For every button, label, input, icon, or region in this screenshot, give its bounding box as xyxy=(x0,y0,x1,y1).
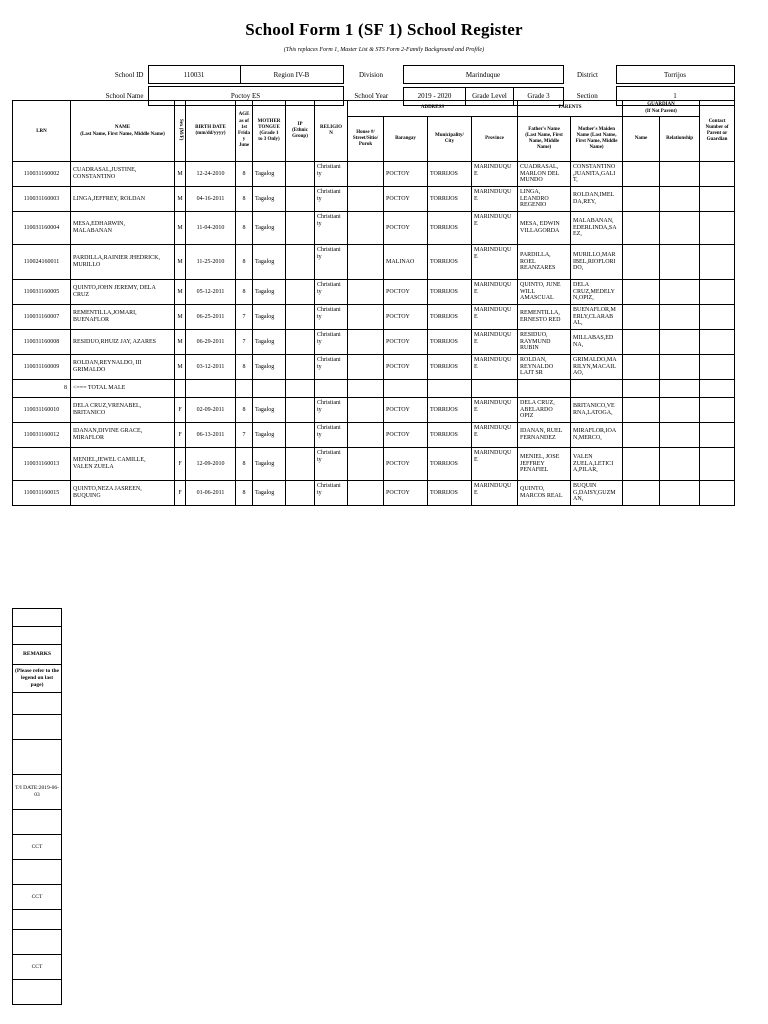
total-male-count: 8 xyxy=(13,380,71,398)
student-father: REMENTILLA, ERNESTO RED xyxy=(518,305,571,330)
student-birth-date: 12-24-2010 xyxy=(186,162,236,187)
student-municipality: TORRIJOS xyxy=(428,187,472,212)
student-lrn: 110031160004 xyxy=(13,212,71,245)
student-sex: M xyxy=(175,280,186,305)
student-province: MARINDUQU E xyxy=(472,481,518,506)
student-sex: M xyxy=(175,330,186,355)
student-father: MESA, EDWIN VILLAGORDA xyxy=(518,212,571,245)
student-lrn: 110031160002 xyxy=(13,162,71,187)
student-birth-date: 01-06-2011 xyxy=(186,481,236,506)
school-name-value: Poctoy ES xyxy=(148,87,343,106)
student-name: RESIDUO,RHUIZ JAY, AZARES xyxy=(71,330,175,355)
student-sex: M xyxy=(175,212,186,245)
student-birth-date: 06-29-2011 xyxy=(186,330,236,355)
student-age: 8 xyxy=(236,448,253,481)
student-guardian-name xyxy=(623,398,660,423)
student-relationship xyxy=(660,481,700,506)
student-age: 8 xyxy=(236,162,253,187)
student-house xyxy=(348,187,384,212)
student-row xyxy=(13,162,735,187)
student-barangay: POCTOY xyxy=(384,162,428,187)
student-mother: MALABANAN, EDERLINDA,SA EZ, xyxy=(571,212,623,245)
student-ip xyxy=(286,423,315,448)
student-father: DELA CRUZ, ABELARDO OPIZ xyxy=(518,398,571,423)
student-guardian-name xyxy=(623,330,660,355)
student-lrn: 110031160015 xyxy=(13,481,71,506)
student-municipality: TORRIJOS xyxy=(428,481,472,506)
student-barangay: POCTOY xyxy=(384,212,428,245)
student-sex: F xyxy=(175,398,186,423)
header-ip: IP (Ethnic Group) xyxy=(286,101,315,162)
region-value: Region IV-B xyxy=(240,66,343,84)
header-guardian-name: Name xyxy=(623,117,660,162)
student-lrn: 110031160012 xyxy=(13,423,71,448)
student-municipality: TORRIJOS xyxy=(428,398,472,423)
student-age: 8 xyxy=(236,355,253,380)
student-contact xyxy=(700,398,735,423)
student-mother-tongue: Tagalog xyxy=(253,398,286,423)
student-lrn: 110031160007 xyxy=(13,305,71,330)
student-mother-tongue: Tagalog xyxy=(253,305,286,330)
student-mother: MILLABAS,ED NA, xyxy=(571,330,623,355)
student-relationship xyxy=(660,245,700,280)
division-label: Division xyxy=(358,70,384,79)
student-birth-date: 05-12-2011 xyxy=(186,280,236,305)
student-row xyxy=(13,187,735,212)
student-mother: BUENAFLOR,M ERLY,CLARAB AL, xyxy=(571,305,623,330)
student-contact xyxy=(700,330,735,355)
header-father: Father's Name (Last Name, First Name, Middle Name) xyxy=(518,117,571,162)
student-name: PARDILLA,RAINIER JHEDRICK, MURILLO xyxy=(71,245,175,280)
student-lrn: 110031160005 xyxy=(13,280,71,305)
student-house xyxy=(348,330,384,355)
student-birth-date: 06-25-2011 xyxy=(186,305,236,330)
student-mother-tongue: Tagalog xyxy=(253,212,286,245)
student-contact xyxy=(700,187,735,212)
header-address: ADDRESS xyxy=(348,101,518,117)
student-contact xyxy=(700,162,735,187)
remarks-entry: T/I DATE:2019-06-03 xyxy=(13,775,62,810)
student-house xyxy=(348,398,384,423)
student-age: 8 xyxy=(236,481,253,506)
header-house: House #/ Street/Sitio/ Purok xyxy=(348,117,384,162)
register-table xyxy=(12,100,735,506)
header-guardian: GUARDIAN (If Not Parent) xyxy=(623,101,700,117)
student-name: CUADRASAL,JUSTINE, CONSTANTINO xyxy=(71,162,175,187)
district-label: District xyxy=(577,70,598,79)
student-contact xyxy=(700,305,735,330)
student-guardian-name xyxy=(623,448,660,481)
student-guardian-name xyxy=(623,355,660,380)
student-house xyxy=(348,245,384,280)
student-province: MARINDUQU E xyxy=(472,162,518,187)
remarks-table xyxy=(12,608,62,1005)
section-label: Section xyxy=(576,92,598,100)
student-ip xyxy=(286,162,315,187)
student-birth-date: 11-04-2010 xyxy=(186,212,236,245)
grade-level-value: Grade 3 xyxy=(514,87,564,105)
student-province: MARINDUQU E xyxy=(472,280,518,305)
student-birth-date: 02-09-2011 xyxy=(186,398,236,423)
student-mother-tongue: Tagalog xyxy=(253,355,286,380)
student-lrn: 110024160011 xyxy=(13,245,71,280)
school-name-label: School Name xyxy=(105,92,144,100)
student-barangay: POCTOY xyxy=(384,355,428,380)
student-religion: Christiani ty xyxy=(315,398,348,423)
student-guardian-name xyxy=(623,245,660,280)
student-contact xyxy=(700,481,735,506)
student-mother-tongue: Tagalog xyxy=(253,162,286,187)
student-father: LINGA, LEANDRO REGENIO xyxy=(518,187,571,212)
student-religion: Christiani ty xyxy=(315,245,348,280)
student-age: 8 xyxy=(236,245,253,280)
header-relationship: Relationship xyxy=(660,117,700,162)
student-ip xyxy=(286,355,315,380)
student-ip xyxy=(286,330,315,355)
student-relationship xyxy=(660,162,700,187)
student-ip xyxy=(286,398,315,423)
student-ip xyxy=(286,280,315,305)
student-sex: M xyxy=(175,245,186,280)
student-house xyxy=(348,305,384,330)
student-religion: Christiani ty xyxy=(315,448,348,481)
student-province: MARINDUQU E xyxy=(472,245,518,280)
student-mother: GRIMALDO,MA RILYN,MACAIL AO, xyxy=(571,355,623,380)
header-sex: Sex (M/F) xyxy=(175,101,186,162)
student-age: 8 xyxy=(236,212,253,245)
division-value: Marinduque xyxy=(403,66,563,84)
student-contact xyxy=(700,212,735,245)
student-guardian-name xyxy=(623,481,660,506)
student-municipality: TORRIJOS xyxy=(428,162,472,187)
student-contact xyxy=(700,355,735,380)
student-guardian-name xyxy=(623,212,660,245)
school-id-value: 110031 xyxy=(148,66,240,84)
student-row xyxy=(13,448,735,481)
student-province: MARINDUQU E xyxy=(472,212,518,245)
student-row xyxy=(13,280,735,305)
header-mother: Mother's Maiden Name (Last Name, First Name, Middle Name) xyxy=(571,117,623,162)
student-guardian-name xyxy=(623,423,660,448)
student-municipality: TORRIJOS xyxy=(428,245,472,280)
student-lrn: 110031160010 xyxy=(13,398,71,423)
student-house xyxy=(348,448,384,481)
student-barangay: POCTOY xyxy=(384,280,428,305)
student-father: PARDILLA, ROEL REANZARES xyxy=(518,245,571,280)
student-age: 7 xyxy=(236,423,253,448)
student-contact xyxy=(700,423,735,448)
student-municipality: TORRIJOS xyxy=(428,423,472,448)
student-row xyxy=(13,398,735,423)
student-birth-date: 03-12-2011 xyxy=(186,355,236,380)
student-house xyxy=(348,162,384,187)
student-mother-tongue: Tagalog xyxy=(253,280,286,305)
form-title: School Form 1 (SF 1) School Register xyxy=(245,20,523,39)
student-province: MARINDUQU E xyxy=(472,330,518,355)
student-birth-date: 04-16-2011 xyxy=(186,187,236,212)
school-year-label: School Year xyxy=(354,92,389,100)
student-age: 8 xyxy=(236,280,253,305)
student-barangay: POCTOY xyxy=(384,305,428,330)
student-father: CUADRASAL, MARLON DEL MUNDO xyxy=(518,162,571,187)
student-age: 8 xyxy=(236,187,253,212)
header-municipality: Municipality/ City xyxy=(428,117,472,162)
total-male-label: <=== TOTAL MALE xyxy=(71,380,175,398)
student-ip xyxy=(286,305,315,330)
total-male-row xyxy=(13,380,735,398)
student-municipality: TORRIJOS xyxy=(428,280,472,305)
student-mother: BUQUIN G,DAISY,GUZM AN, xyxy=(571,481,623,506)
student-province: MARINDUQU E xyxy=(472,305,518,330)
student-relationship xyxy=(660,355,700,380)
student-religion: Christiani ty xyxy=(315,355,348,380)
student-province: MARINDUQU E xyxy=(472,355,518,380)
student-municipality: TORRIJOS xyxy=(428,355,472,380)
student-sex: M xyxy=(175,305,186,330)
student-ip xyxy=(286,187,315,212)
student-municipality: TORRIJOS xyxy=(428,305,472,330)
remarks-title: REMARKS xyxy=(13,645,62,665)
student-row xyxy=(13,245,735,280)
student-name: MENIEL,JEWEL CAMILLE, VALEN ZUELA xyxy=(71,448,175,481)
student-row xyxy=(13,355,735,380)
student-guardian-name xyxy=(623,187,660,212)
student-religion: Christiani ty xyxy=(315,423,348,448)
student-ip xyxy=(286,481,315,506)
student-house xyxy=(348,355,384,380)
student-mother: CONSTANTINO ,JUANITA,GALI T, xyxy=(571,162,623,187)
section-value: 1 xyxy=(616,87,734,106)
student-relationship xyxy=(660,280,700,305)
student-house xyxy=(348,423,384,448)
student-sex: F xyxy=(175,448,186,481)
header-age: AGE as of 1st Frida y June xyxy=(236,101,253,162)
student-mother: MURILLO,MAR IBEL,RIOFLORI DO, xyxy=(571,245,623,280)
student-birth-date: 11-25-2010 xyxy=(186,245,236,280)
student-age: 8 xyxy=(236,398,253,423)
student-guardian-name xyxy=(623,280,660,305)
student-row xyxy=(13,423,735,448)
student-father: RESIDUO, RAYMUND RUBIN xyxy=(518,330,571,355)
student-name: DELA CRUZ,VRENABEL, BRITANICO xyxy=(71,398,175,423)
school-id-label: School ID xyxy=(114,70,144,79)
student-lrn: 110031160003 xyxy=(13,187,71,212)
student-religion: Christiani ty xyxy=(315,212,348,245)
student-relationship xyxy=(660,398,700,423)
student-mother: VALEN ZUELA,LETICI A,PILAR, xyxy=(571,448,623,481)
student-contact xyxy=(700,280,735,305)
header-birth-date: BIRTH DATE (mm/dd/yyyy) xyxy=(186,101,236,162)
student-sex: M xyxy=(175,187,186,212)
student-municipality: TORRIJOS xyxy=(428,448,472,481)
student-father: ROLDAN, REYNALDO LAJT SR xyxy=(518,355,571,380)
student-row xyxy=(13,305,735,330)
student-guardian-name xyxy=(623,162,660,187)
student-age: 7 xyxy=(236,330,253,355)
student-mother: DELA CRUZ,MEDELY N,OPIZ, xyxy=(571,280,623,305)
student-relationship xyxy=(660,423,700,448)
student-birth-date: 06-13-2011 xyxy=(186,423,236,448)
student-age: 7 xyxy=(236,305,253,330)
student-barangay: POCTOY xyxy=(384,330,428,355)
student-relationship xyxy=(660,305,700,330)
student-mother: BRITANICO,VE RNA,LATOGA, xyxy=(571,398,623,423)
student-father: MENIEL, JOSE JEFFREY PENAFIEL xyxy=(518,448,571,481)
student-house xyxy=(348,212,384,245)
student-barangay: POCTOY xyxy=(384,398,428,423)
remarks-entry: CCT xyxy=(13,885,62,910)
header-parents: PARENTS xyxy=(518,101,623,117)
student-ip xyxy=(286,245,315,280)
student-birth-date: 12-09-2010 xyxy=(186,448,236,481)
student-name: LINGA,JEFFREY, ROLDAN xyxy=(71,187,175,212)
student-sex: F xyxy=(175,481,186,506)
student-relationship xyxy=(660,212,700,245)
student-house xyxy=(348,280,384,305)
header-contact: Contact Number of Parent or Guardian xyxy=(700,101,735,162)
student-province: MARINDUQU E xyxy=(472,398,518,423)
student-barangay: POCTOY xyxy=(384,423,428,448)
student-mother-tongue: Tagalog xyxy=(253,330,286,355)
student-name: QUINTO,JOHN JEREMY, DELA CRUZ xyxy=(71,280,175,305)
header-name: NAME (Last Name, First Name, Middle Name) xyxy=(71,101,175,162)
student-religion: Christiani ty xyxy=(315,162,348,187)
student-religion: Christiani ty xyxy=(315,187,348,212)
student-province: MARINDUQU E xyxy=(472,448,518,481)
header-religion: RELIGIO N xyxy=(315,101,348,162)
student-religion: Christiani ty xyxy=(315,481,348,506)
student-row xyxy=(13,330,735,355)
student-lrn: 110031160009 xyxy=(13,355,71,380)
remarks-entry: CCT xyxy=(13,955,62,980)
student-sex: M xyxy=(175,162,186,187)
student-lrn: 110031160008 xyxy=(13,330,71,355)
student-name: ROLDAN,REYNALDO, III GRIMALDO xyxy=(71,355,175,380)
header-lrn: LRN xyxy=(13,101,71,162)
student-ip xyxy=(286,212,315,245)
student-guardian-name xyxy=(623,305,660,330)
student-name: QUINTO,NEZA JASREEN, BUQUING xyxy=(71,481,175,506)
student-municipality: TORRIJOS xyxy=(428,212,472,245)
student-barangay: POCTOY xyxy=(384,448,428,481)
student-mother-tongue: Tagalog xyxy=(253,187,286,212)
header-province: Province xyxy=(472,117,518,162)
student-father: QUINTO, MARCOS REAL xyxy=(518,481,571,506)
header-mother-tongue: MOTHER TONGUE (Grade 1 to 3 Only) xyxy=(253,101,286,162)
student-row xyxy=(13,212,735,245)
district-value: Torrijos xyxy=(616,66,734,84)
student-name: REMENTILLA,JOMARI, BUENAFLOR xyxy=(71,305,175,330)
student-row xyxy=(13,481,735,506)
school-year-value: 2019 - 2020 xyxy=(404,87,466,105)
student-name: IDANAN,DIVINE GRACE, MIRAFLOR xyxy=(71,423,175,448)
student-lrn: 110031160013 xyxy=(13,448,71,481)
student-contact xyxy=(700,448,735,481)
student-province: MARINDUQU E xyxy=(472,187,518,212)
student-house xyxy=(348,481,384,506)
student-religion: Christiani ty xyxy=(315,330,348,355)
student-father: IDANAN, RUEL FERNANDEZ xyxy=(518,423,571,448)
student-contact xyxy=(700,245,735,280)
student-mother-tongue: Tagalog xyxy=(253,481,286,506)
student-mother-tongue: Tagalog xyxy=(253,423,286,448)
student-mother: MIRAFLOR,IOA N,MERCO, xyxy=(571,423,623,448)
student-name: MESA,EDHARWIN, MALABANAN xyxy=(71,212,175,245)
student-sex: M xyxy=(175,355,186,380)
student-sex: F xyxy=(175,423,186,448)
student-religion: Christiani ty xyxy=(315,280,348,305)
remarks-entry: CCT xyxy=(13,835,62,860)
student-relationship xyxy=(660,330,700,355)
student-religion: Christiani ty xyxy=(315,305,348,330)
student-barangay: POCTOY xyxy=(384,187,428,212)
student-mother-tongue: Tagalog xyxy=(253,448,286,481)
grade-level-label: Grade Level xyxy=(466,87,514,105)
header-barangay: Barangay xyxy=(384,117,428,162)
student-relationship xyxy=(660,187,700,212)
student-father: QUINTO, JUNE WILL AMASCUAL xyxy=(518,280,571,305)
remarks-note: (Please refer to the legend on last page) xyxy=(13,665,62,693)
student-barangay: MALINAO xyxy=(384,245,428,280)
student-mother: ROLDAN,IMEL DA,REY, xyxy=(571,187,623,212)
student-province: MARINDUQU E xyxy=(472,423,518,448)
student-municipality: TORRIJOS xyxy=(428,330,472,355)
form-subtitle: (This replaces Form 1, Master List & STS Form 2-Family Background and Profile) xyxy=(283,47,485,53)
student-mother-tongue: Tagalog xyxy=(253,245,286,280)
student-barangay: POCTOY xyxy=(384,481,428,506)
student-relationship xyxy=(660,448,700,481)
student-ip xyxy=(286,448,315,481)
